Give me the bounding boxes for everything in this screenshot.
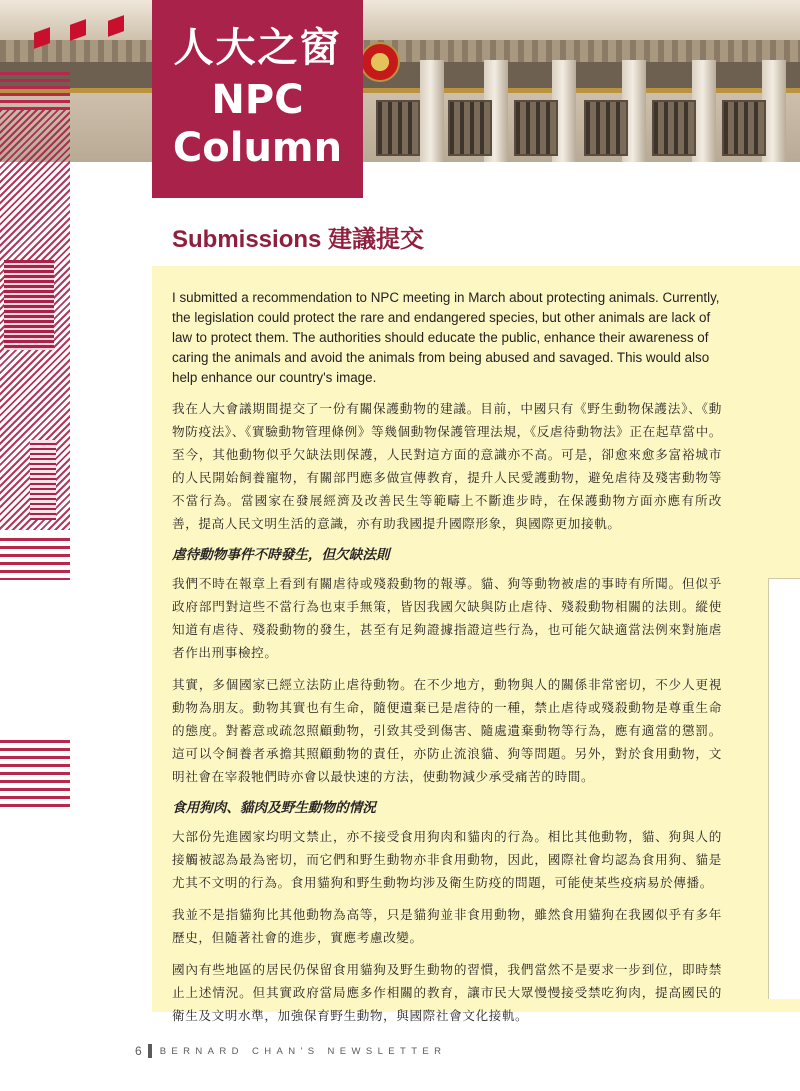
section-heading: Submissions 建議提交 [172, 226, 425, 253]
subheading-animal-abuse: 虐待動物事件不時發生，但欠缺法則 [172, 547, 390, 563]
window [514, 100, 558, 156]
window [448, 100, 492, 156]
paragraph: 我們不時在報章上看到有關虐待或殘殺動物的報導。貓、狗等動物被虐的事時有所聞。但似乎政府部門對這些不當行為也束手無策，皆因我國欠缺與防止虐待、殘殺動物相關的法則。縱使知道有虐待、殘殺動物的發生，甚至有足夠證據指證這些行為，也可能欠缺適當法例來對施虐者作出刑事檢控。 [172, 576, 722, 660]
column-title-chinese: 人大之窗 [173, 25, 342, 71]
frieze [0, 62, 800, 90]
column-title-english-line2: Column [172, 125, 343, 171]
cornice [0, 40, 800, 62]
footer-divider [148, 1044, 152, 1058]
decorative-stripes [0, 740, 70, 810]
page-number: 6 [135, 1044, 142, 1058]
side-panel [768, 578, 800, 999]
header-photo [0, 0, 800, 162]
column-title-english-line1: NPC [211, 77, 304, 123]
paragraph: 其實，多個國家已經立法防止虐待動物。在不少地方，動物與人的關係非常密切，不少人更視動物為朋友。動物其實也有生命，隨便遺棄已是虐待的一種，禁止虐待或殘殺動物是尊重生命的態度。對蓄意或疏忽照顧動物，引致其受到傷害、隨處遺棄動物等行為，應有適當的懲罰。這可以令飼養者承擔其照顧動物的責任，亦防止流浪貓、狗等問題。另外，對於食用動物，文明社會在宰殺牠們時亦會以最快速的方法，使動物減少承受痛苦的時間。 [172, 677, 722, 784]
decorative-hatch-block [30, 440, 56, 520]
subheading-eating-animals: 食用狗肉、貓肉及野生動物的情況 [172, 800, 376, 816]
window [722, 100, 766, 156]
intro-chinese-paragraph: 我在人大會議期間提交了一份有關保護動物的建議。目前，中國只有《野生動物保護法》、《動物防疫法》、《實驗動物管理條例》等幾個動物保護管理法規，《反虐待動物法》正在起草當中。至今，其他動物似乎欠缺法則保護，人民對這方面的意識亦不高。可是，卻愈來愈多富裕城市的人民開始飼養寵物，有關部門應多做宣傳教育，提升人民愛護動物，避免虐待及殘害動物等不當行為。當國家在發展經濟及改善民生等範疇上不斷進步時，在保護動物方面亦應有所改善，提高人民文明生活的意識，亦有助我國提升國際形象，與國際更加接軌。 [172, 401, 722, 531]
page-footer [135, 1043, 446, 1059]
national-emblem-icon [360, 42, 400, 82]
decorative-hatch-block [4, 260, 54, 350]
paragraph: 我並不是指貓狗比其他動物為高等，只是貓狗並非食用動物，雖然食用貓狗在我國似乎有多年歷史，但隨著社會的進步，實應考慮改變。 [172, 907, 722, 945]
paragraph: 國內有些地區的居民仍保留食用貓狗及野生動物的習慣，我們當然不是要求一步到位，即時禁止上述情況。但其實政府當局應多作相關的教育，讓市民大眾慢慢接受禁吃狗肉，提高國民的衛生及文明水準，加強保育野生動物，與國際社會文化接軌。 [172, 962, 722, 1023]
decorative-stripes [0, 538, 70, 580]
decorative-stripes [0, 72, 70, 112]
column-title-block [152, 0, 363, 198]
newsletter-name: BERNARD CHAN'S NEWSLETTER [159, 1045, 447, 1057]
window [376, 100, 420, 156]
intro-english-paragraph: I submitted a recommendation to NPC meeting in March about protecting animals. Currently, the legislation could protect the rare and endangered species, but other animals are lack of law to protect them. The authorities should educate the public, enhance their awareness of caring the animals and avoid the animals from being abused and savaged. This would also help enhance our country's image. [172, 290, 720, 385]
paragraph: 大部份先進國家均明文禁止，亦不接受食用狗肉和貓肉的行為。相比其他動物，貓、狗與人的接觸被認為最為密切，而它們和野生動物亦非食用動物，因此，國際社會均認為食用狗、貓是尤其不文明的行為。食用貓狗和野生動物均涉及衛生防疫的問題，可能使某些疫病易於傳播。 [172, 829, 722, 890]
window [584, 100, 628, 156]
window [652, 100, 696, 156]
pillar [420, 60, 444, 162]
article-body [172, 288, 722, 1036]
